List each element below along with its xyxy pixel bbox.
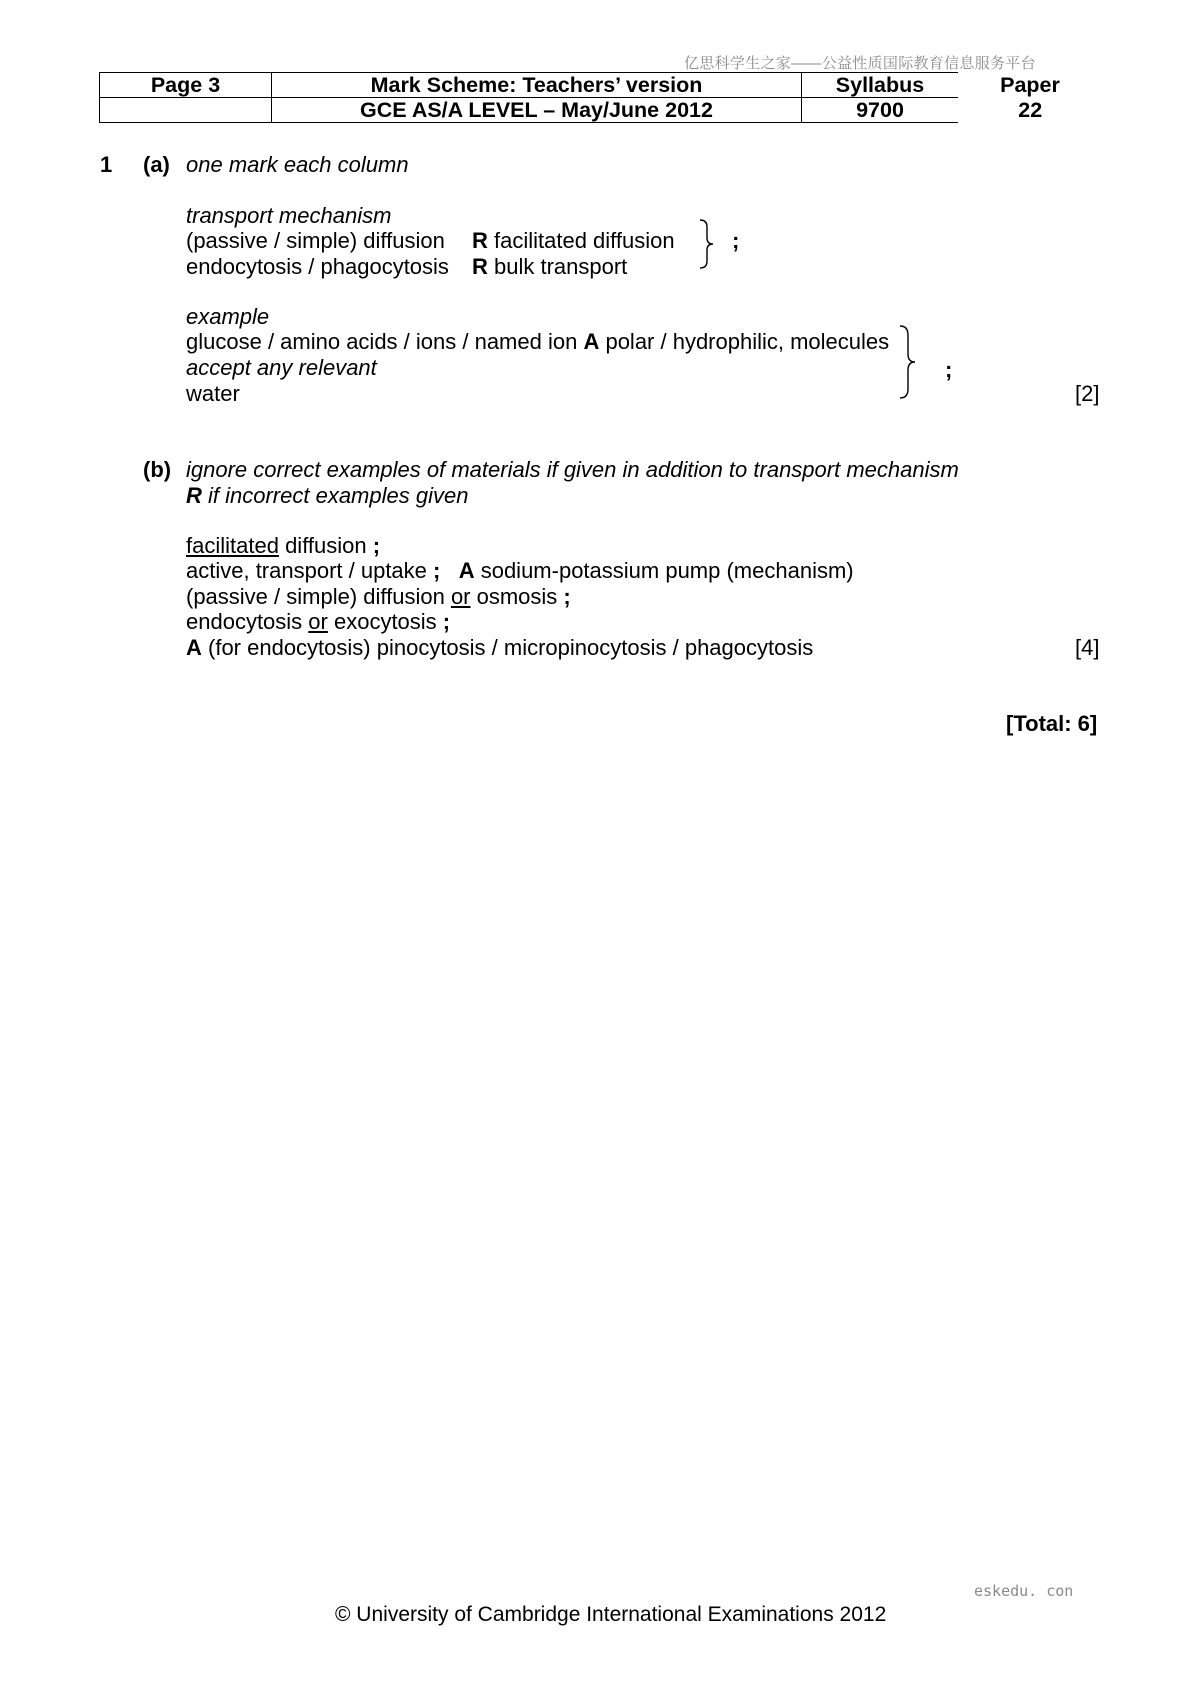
header-title: Mark Scheme: Teachers’ version: [272, 73, 802, 98]
transport-row-2: endocytosis / phagocytosis: [186, 254, 449, 279]
part-b-instruction-2: R if incorrect examples given: [186, 483, 469, 508]
paper-label: Paper: [1000, 73, 1060, 97]
answer-line-3: (passive / simple) diffusion or osmosis ;: [186, 584, 571, 609]
syllabus-code: 9700: [802, 98, 959, 123]
brace-transport: [698, 218, 716, 270]
header-exam: GCE AS/A LEVEL – May/June 2012: [272, 98, 802, 123]
transport-row-2-reject: R bulk transport: [472, 254, 628, 279]
answer-line-1: facilitated diffusion ;: [186, 533, 381, 558]
part-b-instruction-1: ignore correct examples of materials if given in addition to transport mechanism: [186, 457, 959, 482]
transport-row-1-reject: R facilitated diffusion: [472, 228, 675, 253]
mark-separator-transport: ;: [732, 228, 740, 253]
brace-example: [898, 324, 918, 400]
answer-line-4: endocytosis or exocytosis ;: [186, 609, 451, 634]
answer-line-2: active, transport / uptake ; A sodium-potassium pump (mechanism): [186, 558, 854, 583]
total-marks: [Total: 6]: [1006, 711, 1098, 736]
part-a-instruction: one mark each column: [186, 152, 409, 177]
part-b-marks: [4]: [1075, 635, 1100, 660]
example-line-2: accept any relevant: [186, 355, 377, 380]
watermark-top: 亿思科学生之家——公益性质国际教育信息服务平台: [684, 55, 1036, 72]
mark-separator-example: ;: [945, 357, 953, 382]
header-table: [99, 72, 1103, 123]
part-a-marks: [2]: [1075, 381, 1100, 406]
answer-line-5: A (for endocytosis) pinocytosis / micropinocytosis / phagocytosis: [186, 635, 814, 660]
paper-number: 22: [1018, 98, 1043, 122]
syllabus-label: Syllabus: [802, 73, 959, 98]
question-number: 1: [100, 152, 113, 177]
example-heading: example: [186, 304, 270, 329]
transport-row-1: (passive / simple) diffusion: [186, 228, 445, 253]
page-number: Page 3: [100, 73, 272, 98]
example-line-3: water: [186, 381, 240, 406]
part-a-label: (a): [143, 152, 170, 177]
header-empty-cell: [100, 98, 272, 123]
watermark-bottom: eskedu. con: [974, 1582, 1074, 1600]
part-b-label: (b): [143, 457, 172, 482]
example-line-1: glucose / amino acids / ions / named ion A polar / hydrophilic, molecules: [186, 329, 890, 354]
transport-heading: transport mechanism: [186, 203, 392, 228]
copyright-footer: © University of Cambridge International Examinations 2012: [335, 1603, 887, 1626]
